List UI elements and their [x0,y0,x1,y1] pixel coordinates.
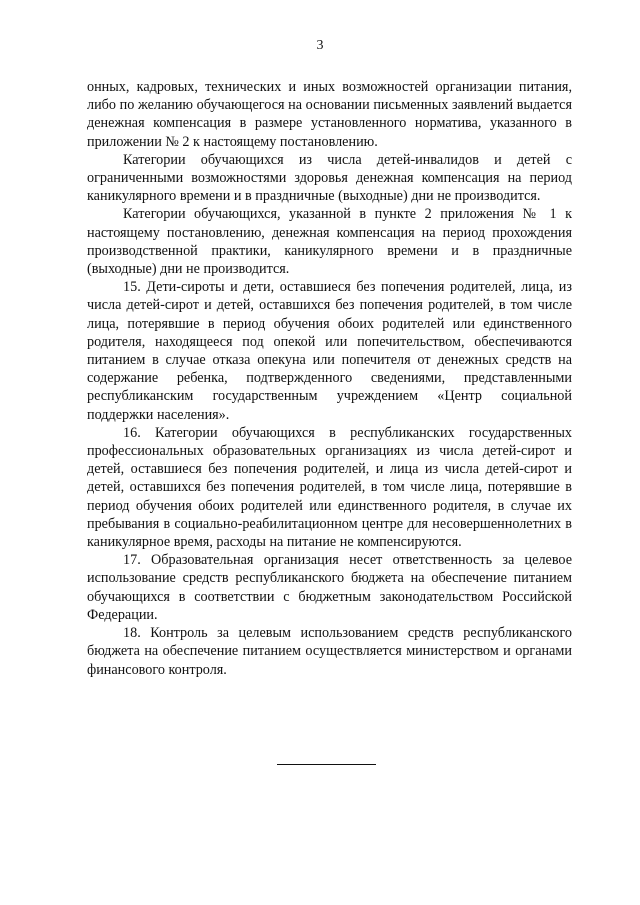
paragraph-15-orphans: 15. Дети-сироты и дети, оставшиеся без попечения родителей, лица, из числа детей-сирот и детей, оставшихся без попечения родителей, в том числе лица, потерявшие в период обучения обоих родителей или единственного родителя, находящееся под опекой или попечительством, обеспечиваются питанием в случае отказа опекуна или попечителя от денежных средств на содержание ребенка, подтвержденного сведениями, представленными республиканским государственным учреждением «Центр социальной поддержки населения». [87,279,572,423]
paragraph-17-responsibility: 17. Образовательная организация несет ответственность за целевое использование средств республиканского бюджета на обеспечение питанием обучающихся в соответствии с бюджетным законодательством Российской Федерации. [87,552,572,623]
paragraph-16-professional-orgs: 16. Категории обучающихся в республиканских государственных профессиональных образовательных организациях из числа детей-сирот и детей, оставшиеся без попечения родителей, и лица из числа детей-сирот и детей, оставшихся без попечения родителей, в том числе лица, потерявшие в период обучения обоих родителей или единственного родителя, в случае их пребывания в социально-реабилитационном центре для несовершеннолетних в каникулярное время, расходы на питание не компенсируются. [87,424,572,551]
paragraph-disabled-children-compensation: Категории обучающихся из числа детей-инвалидов и детей с ограниченными возможностями здоровья денежная компенсация на период каникулярного времени и в праздничные (выходные) дни не производится. [87,151,572,205]
paragraph-continuation: онных, кадровых, технических и иных возможностей организации питания, либо по желанию обучающегося на основании письменных заявлений выдается денежная компенсация в размере установленного норматива, указанного в приложении № 2 к настоящему постановлению. [87,79,572,150]
end-of-document-divider [277,764,376,765]
paragraph-practice-compensation: Категории обучающихся, указанной в пункте 2 приложения № 1 к настоящему постановлению, денежная компенсация на период прохождения производственной практики, каникулярного времени и в праздничные (выходные) дни не производится. [87,206,572,278]
paragraph-18-control: 18. Контроль за целевым использованием средств республиканского бюджета на обеспечение питанием осуществляется министерством и органами финансового контроля. [87,625,572,678]
page-number: 3 [316,38,324,53]
document-body [87,78,572,679]
